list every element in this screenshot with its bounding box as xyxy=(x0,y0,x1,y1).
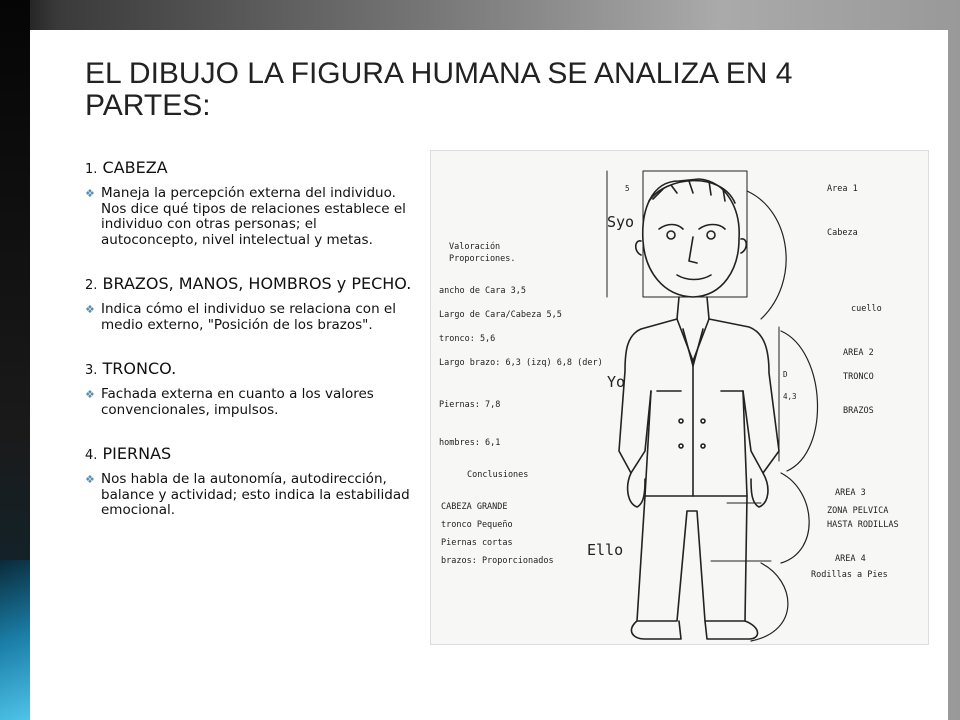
mark-ello: Ello xyxy=(587,541,624,559)
right-notes xyxy=(811,184,899,580)
bullet-icon: ❖ xyxy=(85,187,95,200)
note-valoracion: Valoración xyxy=(449,242,501,252)
background-teal-swoosh xyxy=(0,560,30,720)
mark-superyo: Syo xyxy=(607,213,635,231)
bullet-icon: ❖ xyxy=(85,473,95,486)
note-largo-cara: Largo de Cara/Cabeza 5,5 xyxy=(439,310,562,320)
note-area-1: Area 1 xyxy=(827,184,858,194)
section-heading xyxy=(85,359,415,381)
section-title: TRONCO. xyxy=(102,359,177,378)
section-tronco xyxy=(85,359,415,418)
bullet-text: Maneja la percepción externa del individuo. Nos dice qué tipos de relaciones establece el individuo con otras personas; el autoconcepto, nivel intelectual y metas. xyxy=(101,185,406,248)
note-hasta-rodillas: HASTA RODILLAS xyxy=(827,520,899,530)
section-title: CABEZA xyxy=(102,158,168,177)
section-title: PIERNAS xyxy=(102,444,172,463)
section-piernas xyxy=(85,444,415,519)
note-conclusiones: Conclusiones xyxy=(467,470,529,480)
note-piernas: Piernas: 7,8 xyxy=(439,400,501,410)
section-title: BRAZOS, MANOS, HOMBROS y PECHO. xyxy=(102,274,412,293)
digit-four-three: 4,3 xyxy=(783,392,797,401)
note-brazos-proporcionados: brazos: Proporcionados xyxy=(441,556,554,566)
bullet-item xyxy=(85,472,415,519)
bullet-item xyxy=(85,186,415,248)
digit-d: D xyxy=(783,370,788,379)
slide xyxy=(30,30,948,720)
section-cabeza xyxy=(85,158,415,248)
note-tronco-area: TRONCO xyxy=(843,372,874,382)
digit-five: 5 xyxy=(625,184,630,193)
side-marks xyxy=(587,213,634,559)
figure-outline xyxy=(607,171,818,641)
note-proporciones: Proporciones. xyxy=(449,254,516,264)
bullet-text: Fachada externa en cuanto a los valores convencionales, impulsos. xyxy=(101,386,374,418)
note-zona-pelvica: ZONA PELVICA xyxy=(827,506,889,516)
note-cabeza: Cabeza xyxy=(827,228,858,238)
mark-yo: Yo xyxy=(607,373,626,391)
note-rodillas-pies: Rodillas a Pies xyxy=(811,570,888,580)
note-brazos-area: BRAZOS xyxy=(843,406,874,416)
bullet-item xyxy=(85,302,415,333)
note-ancho-cara: ancho de Cara 3,5 xyxy=(439,286,526,296)
bullet-icon: ❖ xyxy=(85,388,95,401)
section-brazos xyxy=(85,274,415,333)
note-area-2: AREA 2 xyxy=(843,348,874,358)
section-heading xyxy=(85,444,415,466)
note-area-3: AREA 3 xyxy=(835,488,866,498)
section-heading xyxy=(85,274,415,296)
section-number: 2. xyxy=(85,278,98,293)
human-figure-drawing xyxy=(430,150,929,645)
note-hombres: hombres: 6,1 xyxy=(439,438,501,448)
note-cuello: cuello xyxy=(851,304,882,314)
bullet-text: Nos habla de la autonomía, autodirección, balance y actividad; esto indica la estabilidad emocional. xyxy=(101,471,410,518)
section-number: 3. xyxy=(85,363,98,378)
figure-svg xyxy=(431,151,928,644)
section-heading xyxy=(85,158,415,180)
section-number: 4. xyxy=(85,448,98,463)
note-cabeza-grande: CABEZA GRANDE xyxy=(441,502,508,512)
note-area-4: AREA 4 xyxy=(835,554,866,564)
slide-title: EL DIBUJO LA FIGURA HUMANA SE ANALIZA EN 4 PARTES: xyxy=(85,57,793,122)
bullet-text: Indica cómo el individuo se relaciona con el medio externo, "Posición de los brazos". xyxy=(101,301,396,333)
note-tronco-pequeno: tronco Pequeño xyxy=(441,520,513,530)
bullet-icon: ❖ xyxy=(85,303,95,316)
note-piernas-cortas: Piernas cortas xyxy=(441,538,513,548)
sections-column xyxy=(85,158,415,545)
bullet-item xyxy=(85,387,415,418)
note-tronco: tronco: 5,6 xyxy=(439,334,496,344)
left-notes xyxy=(439,241,603,566)
section-number: 1. xyxy=(85,162,98,177)
note-largo-brazo: Largo brazo: 6,3 (izq) 6,8 (der) xyxy=(439,358,603,368)
